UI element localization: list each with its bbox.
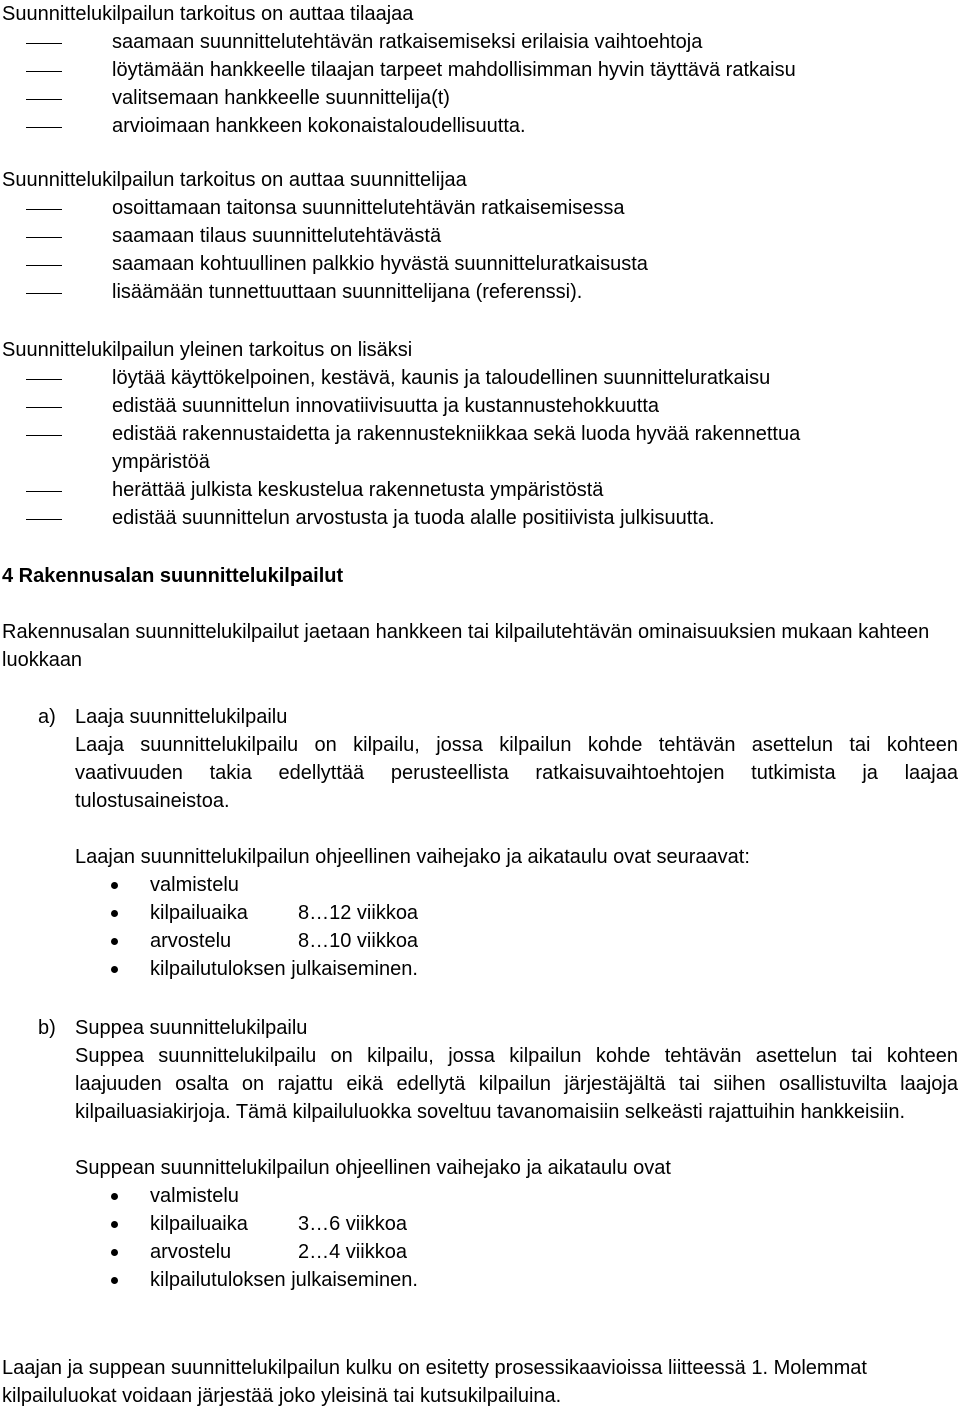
category-b-description: Suppea suunnittelukilpailu on kilpailu, jossa kilpailun kohde tehtävän asettelun tai kohteen laajuuden osalta on rajattu eikä edellytä kilpailun järjestäjältä tai siihen osallistuvilta laajoja kilpailuasiakirjoja. Tämä kilpailuluokka soveltuu tavanomaisiin selkeästi rajattuihin hankkeisiin. — [75, 1045, 958, 1123]
category-a-description: Laaja suunnittelukilpailu on kilpailu, jossa kilpailun kohde tehtävän asettelun tai kohteen vaativuuden takia edellyttää perusteellista ratkaisuvaihtoehtojen tutkimista ja laajaa tulostusaineistoa. — [75, 734, 958, 812]
dash-bullet — [26, 250, 62, 278]
schedule-item: kilpailutuloksen julkaiseminen. — [75, 955, 958, 983]
dash-bullet — [26, 28, 62, 56]
schedule-item: arvostelu 2…4 viikkoa — [75, 1238, 958, 1266]
list-item: lisäämään tunnettuuttaan suunnittelijana (referenssi). — [2, 278, 960, 306]
list-item: saamaan suunnittelutehtävän ratkaisemiseksi erilaisia vaihtoehtoja — [2, 28, 960, 56]
category-b-title: Suppea suunnittelukilpailu — [75, 1017, 308, 1039]
list-item: edistää rakennustaidetta ja rakennustekniikkaa sekä luoda hyvää rakennettua — [2, 420, 960, 448]
bullet-dot — [75, 871, 150, 899]
category-b-label: b) — [38, 1017, 56, 1039]
schedule-item: kilpailutuloksen julkaiseminen. — [75, 1266, 958, 1294]
category-a-title-row — [2, 703, 958, 731]
purpose-for-client-section — [2, 0, 960, 140]
closing-block — [2, 1354, 958, 1410]
dash-bullet — [26, 504, 62, 532]
section-intro: Suunnittelukilpailun tarkoitus on auttaa suunnittelijaa — [2, 169, 467, 191]
schedule-item: valmistelu — [75, 1182, 958, 1210]
intro-paragraph-block — [2, 618, 958, 674]
section-heading: 4 Rakennusalan suunnittelukilpailut — [2, 565, 344, 587]
list-item: herättää julkista keskustelua rakennetusta ympäristöstä — [2, 476, 960, 504]
intro-paragraph: Rakennusalan suunnittelukilpailut jaetaan hankkeen tai kilpailutehtävän ominaisuuksien mukaan kahteen luokkaan — [2, 621, 930, 671]
dash-bullet — [26, 222, 62, 250]
closing-paragraph: Laajan ja suppean suunnittelukilpailun kulku on esitetty prosessikaavioissa liitteessä 1. Molemmat kilpailuluokat voidaan järjestää joko yleisinä tai kutsukilpailuina. — [2, 1357, 867, 1407]
bullet-dot — [75, 1238, 150, 1266]
list-item: arvioimaan hankkeen kokonaistaloudellisuutta. — [2, 112, 960, 140]
bullet-dot — [75, 927, 150, 955]
list-item: osoittamaan taitonsa suunnittelutehtävän ratkaisemisessa — [2, 194, 960, 222]
list-item: edistää suunnittelun arvostusta ja tuoda alalle positiivista julkisuutta. — [2, 504, 960, 532]
bullet-dot — [75, 1182, 150, 1210]
section-intro: Suunnittelukilpailun yleinen tarkoitus on lisäksi — [2, 339, 413, 361]
list-item: valitsemaan hankkeelle suunnittelija(t) — [2, 84, 960, 112]
bullet-dot — [75, 1266, 150, 1294]
schedule-item: kilpailuaika 8…12 viikkoa — [75, 899, 958, 927]
bullet-dot — [75, 955, 150, 983]
bullet-dot — [75, 899, 150, 927]
section-intro: Suunnittelukilpailun tarkoitus on auttaa tilaajaa — [2, 3, 414, 25]
schedule-item: arvostelu 8…10 viikkoa — [75, 927, 958, 955]
category-a-title: Laaja suunnittelukilpailu — [75, 706, 288, 728]
list-item-continuation: ympäristöä — [112, 451, 210, 473]
dash-bullet — [26, 112, 62, 140]
list-item: saamaan kohtuullinen palkkio hyvästä suunnitteluratkaisusta — [2, 250, 960, 278]
category-b-schedule-intro: Suppean suunnittelukilpailun ohjeellinen vaihejako ja aikataulu ovat — [75, 1157, 671, 1179]
list-item: edistää suunnittelun innovatiivisuutta ja kustannustehokkuutta — [2, 392, 960, 420]
schedule-item: kilpailuaika 3…6 viikkoa — [75, 1210, 958, 1238]
dash-bullet — [26, 420, 62, 448]
section-heading-block — [2, 562, 960, 590]
dash-bullet — [26, 476, 62, 504]
dash-bullet — [26, 56, 62, 84]
list-item: löytämään hankkeelle tilaajan tarpeet mahdollisimman hyvin täyttävä ratkaisu — [2, 56, 960, 84]
dash-bullet — [26, 194, 62, 222]
category-a-block — [2, 703, 958, 983]
dash-bullet — [26, 84, 62, 112]
purpose-for-designer-section — [2, 166, 960, 306]
general-purpose-section — [2, 336, 960, 532]
category-a-label: a) — [38, 706, 56, 728]
list-item: löytää käyttökelpoinen, kestävä, kaunis ja taloudellinen suunnitteluratkaisu — [2, 364, 960, 392]
category-b-block — [2, 1014, 958, 1294]
dash-bullet — [26, 278, 62, 306]
schedule-item: valmistelu — [75, 871, 958, 899]
dash-bullet — [26, 392, 62, 420]
category-b-title-row — [2, 1014, 958, 1042]
dash-bullet — [26, 364, 62, 392]
bullet-dot — [75, 1210, 150, 1238]
category-a-schedule-intro: Laajan suunnittelukilpailun ohjeellinen vaihejako ja aikataulu ovat seuraavat: — [75, 846, 750, 868]
list-item: saamaan tilaus suunnittelutehtävästä — [2, 222, 960, 250]
